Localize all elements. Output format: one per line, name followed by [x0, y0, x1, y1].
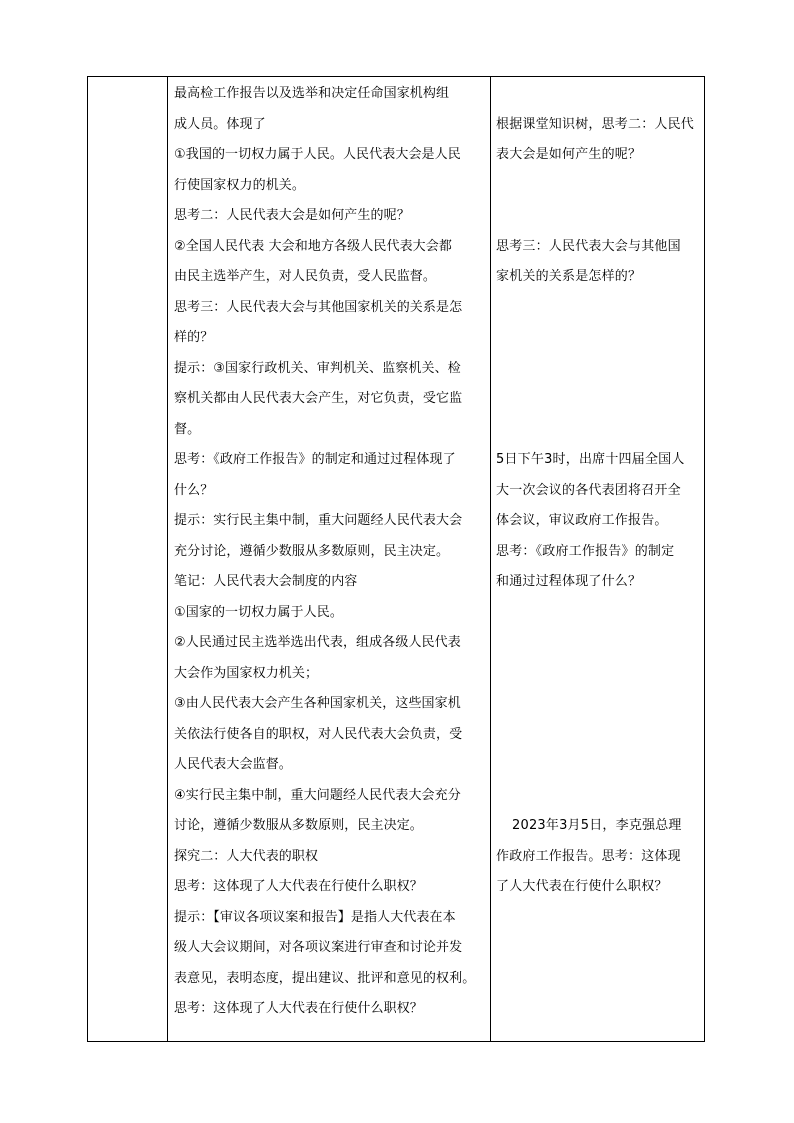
content-line: 人民代表大会监督。 — [174, 757, 292, 772]
content-line: 思考二：人民代表大会是如何产生的呢？ — [174, 208, 410, 223]
content-line: 督。 — [174, 422, 201, 437]
content-line: 讨论，遵循少数服从多数原则，民主决定。 — [174, 818, 423, 833]
content-line: ②人民通过民主选举选出代表，组成各级人民代表 — [174, 635, 461, 650]
note-line: 根据课堂知识树，思考二：人民代 — [496, 117, 695, 132]
lesson-plan-table — [87, 76, 705, 1042]
note-line: 作政府工作报告。思考：这体现 — [496, 849, 681, 864]
content-line: ②全国人民代表 大会和地方各级人民代表大会都 — [174, 239, 452, 254]
column-divider-left — [167, 77, 168, 1041]
content-line: 行使国家权力的机关。 — [174, 178, 306, 193]
note-line: 表大会是如何产生的呢？ — [496, 147, 642, 162]
content-line: 笔记：人民代表大会制度的内容 — [174, 574, 358, 589]
content-line: ①我国的一切权力属于人民。人民代表大会是人民 — [174, 147, 461, 162]
content-line: 大会作为国家权力机关； — [174, 666, 319, 681]
content-line: 样的？ — [174, 330, 214, 345]
note-line: 思考三：人民代表大会与其他国 — [496, 239, 681, 254]
column-divider-right — [490, 77, 491, 1041]
content-line: ①国家的一切权力属于人民。 — [174, 605, 343, 620]
note-line: 5日下午3时，出席十四届全国人 — [496, 452, 685, 467]
note-line: 思考：《政府工作报告》的制定 — [496, 544, 675, 559]
content-line: 思考三：人民代表大会与其他国家机关的关系是怎 — [174, 300, 463, 315]
content-line: 关依法行使各自的职权，对人民代表大会负责，受 — [174, 727, 463, 742]
note-line: 2023年3月5日，李克强总理 — [512, 818, 682, 833]
content-line: 充分讨论，遵循少数服从多数原则，民主决定。 — [174, 544, 450, 559]
content-line: 思考：这体现了人大代表在行使什么职权？ — [174, 1001, 423, 1016]
note-line: 家机关的关系是怎样的？ — [496, 269, 642, 284]
content-line: 提示：【审议各项议案和报告】是指人大代表在本 — [174, 910, 456, 925]
note-line: 大一次会议的各代表团将召开全 — [496, 483, 681, 498]
content-line: 级人大会议期间，对各项议案进行审查和讨论并发 — [174, 940, 463, 955]
content-line: ④实行民主集中制，重大问题经人民代表大会充分 — [174, 788, 461, 803]
note-line: 和通过过程体现了什么？ — [496, 574, 642, 589]
content-line: 察机关都由人民代表大会产生，对它负责，受它监 — [174, 391, 463, 406]
note-line: 体会议，审议政府工作报告。 — [496, 513, 668, 528]
content-line: 成人员。体现了 — [174, 117, 266, 132]
content-line: 最高检工作报告以及选举和决定任命国家机构组 — [174, 86, 450, 101]
content-line: 思考：《政府工作报告》的制定和通过过程体现了 — [174, 452, 456, 467]
content-line: 表意见，表明态度，提出建议、批评和意见的权利。 — [174, 971, 476, 986]
content-line: 提示：实行民主集中制，重大问题经人民代表大会 — [174, 513, 463, 528]
note-line: 了人大代表在行使什么职权？ — [496, 879, 668, 894]
content-line: 由民主选举产生，对人民负责，受人民监督。 — [174, 269, 437, 284]
content-line: ③由人民代表大会产生各种国家机关，这些国家机 — [174, 696, 461, 711]
content-line: 什么？ — [174, 483, 214, 498]
content-line: 提示：③国家行政机关、审判机关、监察机关、检 — [174, 361, 461, 376]
content-line: 探究二：人大代表的职权 — [174, 849, 319, 864]
content-line: 思考：这体现了人大代表在行使什么职权？ — [174, 879, 423, 894]
